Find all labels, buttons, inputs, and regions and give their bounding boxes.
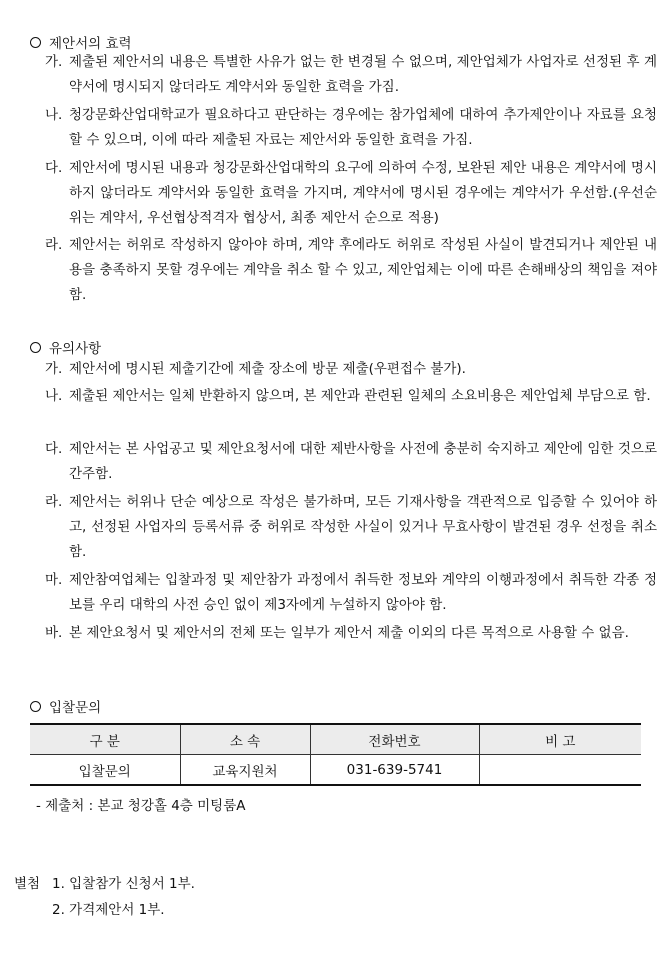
item-text: 제출된 제안서는 일체 반환하지 않으며, 본 제안과 관련된 일체의 소요비용은 제안업체 부담으로 함. — [69, 388, 651, 404]
cell-remarks — [479, 755, 641, 786]
item-label: 라. — [45, 494, 63, 510]
header-category: 구 분 — [30, 724, 180, 755]
item-text: 제안참여업체는 입찰과정 및 제안참가 과정에서 취득한 정보와 계약의 이행과정에서 취득한 각종 정보를 우리 대학의 사전 승인 없이 제3자에게 누설하지 않아야 함. — [69, 572, 657, 613]
notes-item — [45, 437, 657, 487]
circle-bullet-icon — [30, 701, 41, 712]
section-effect-heading — [30, 32, 132, 52]
item-label: 나. — [45, 388, 63, 404]
section-inquiry-title: 입찰문의 — [49, 700, 102, 716]
attachment-item: 2. 가격제안서 1부. — [52, 902, 165, 918]
effect-item — [45, 233, 657, 308]
item-label: 가. — [45, 54, 63, 70]
notes-item — [45, 621, 657, 646]
item-text: 제출된 제안서의 내용은 특별한 사유가 없는 한 변경될 수 없으며, 제안업체가 사업자로 선정된 후 계약서에 명시되지 않더라도 계약서와 동일한 효력을 가짐. — [69, 54, 657, 95]
notes-item — [45, 357, 657, 382]
circle-bullet-icon — [30, 342, 41, 353]
item-label: 다. — [45, 441, 63, 457]
cell-phone: 031-639-5741 — [310, 755, 479, 786]
item-label: 다. — [45, 160, 63, 176]
submit-place: - 제출처 : 본교 청강홀 4층 미팅룸A — [36, 798, 246, 814]
cell-department: 교육지원처 — [180, 755, 310, 786]
item-text: 청강문화산업대학교가 필요하다고 판단하는 경우에는 참가업체에 대하여 추가제안이나 자료를 요청할 수 있으며, 이에 따라 제출된 자료는 제안서와 동일한 효력을 가짐. — [69, 107, 657, 148]
section-notes-title: 유의사항 — [49, 341, 102, 357]
attachment-item: 1. 입찰참가 신청서 1부. — [52, 876, 195, 892]
item-text: 제안서는 허위로 작성하지 않아야 하며, 계약 후에라도 허위로 작성된 사실이 발견되거나 제안된 내용을 충족하지 못할 경우에는 계약을 취소 할 수 있고, 제안업체는 이에 따른 손해배상의 책임을 져야 함. — [69, 237, 657, 303]
item-text: 제안서는 허위나 단순 예상으로 작성은 불가하며, 모든 기재사항을 객관적으로 입증할 수 있어야 하고, 선정된 사업자의 등록서류 중 허위로 작성한 사실이 있거나 무효사항이 발견된 경우 선정을 취소함. — [69, 494, 657, 560]
effect-item — [45, 156, 657, 231]
cell-category: 입찰문의 — [30, 755, 180, 786]
section-inquiry-heading — [30, 696, 101, 716]
item-label: 라. — [45, 237, 63, 253]
inquiry-table — [30, 723, 641, 786]
item-label: 가. — [45, 361, 63, 377]
effect-item — [45, 103, 657, 153]
section-notes-heading — [30, 337, 101, 357]
header-remarks: 비 고 — [479, 724, 641, 755]
section-effect-title: 제안서의 효력 — [49, 36, 132, 52]
item-text: 제안서에 명시된 내용과 청강문화산업대학의 요구에 의하여 수정, 보완된 제안 내용은 계약서에 명시하지 않더라도 계약서와 동일한 효력을 가지며, 계약서에 명시된 경우에는 계약서가 우선함.(우선순위는 계약서, 우선협상적격자 협상서, 최종 제안서 순으로 적용) — [69, 160, 657, 226]
item-text: 본 제안요청서 및 제안서의 전체 또는 일부가 제안서 제출 이외의 다른 목적으로 사용할 수 없음. — [69, 625, 629, 641]
item-text: 제안서에 명시된 제출기간에 제출 장소에 방문 제출(우편접수 불가). — [69, 361, 466, 377]
notes-item — [45, 490, 657, 565]
table-row — [30, 755, 641, 786]
item-text: 제안서는 본 사업공고 및 제안요청서에 대한 제반사항을 사전에 충분히 숙지하고 제안에 임한 것으로 간주함. — [69, 441, 657, 482]
item-label: 나. — [45, 107, 63, 123]
effect-item — [45, 50, 657, 100]
notes-item — [45, 384, 657, 409]
attachments-label: 별첨 — [14, 876, 41, 892]
table-header-row — [30, 724, 641, 755]
item-label: 바. — [45, 625, 63, 641]
circle-bullet-icon — [30, 37, 41, 48]
header-department: 소 속 — [180, 724, 310, 755]
header-phone: 전화번호 — [310, 724, 479, 755]
item-label: 마. — [45, 572, 63, 588]
notes-item — [45, 568, 657, 618]
